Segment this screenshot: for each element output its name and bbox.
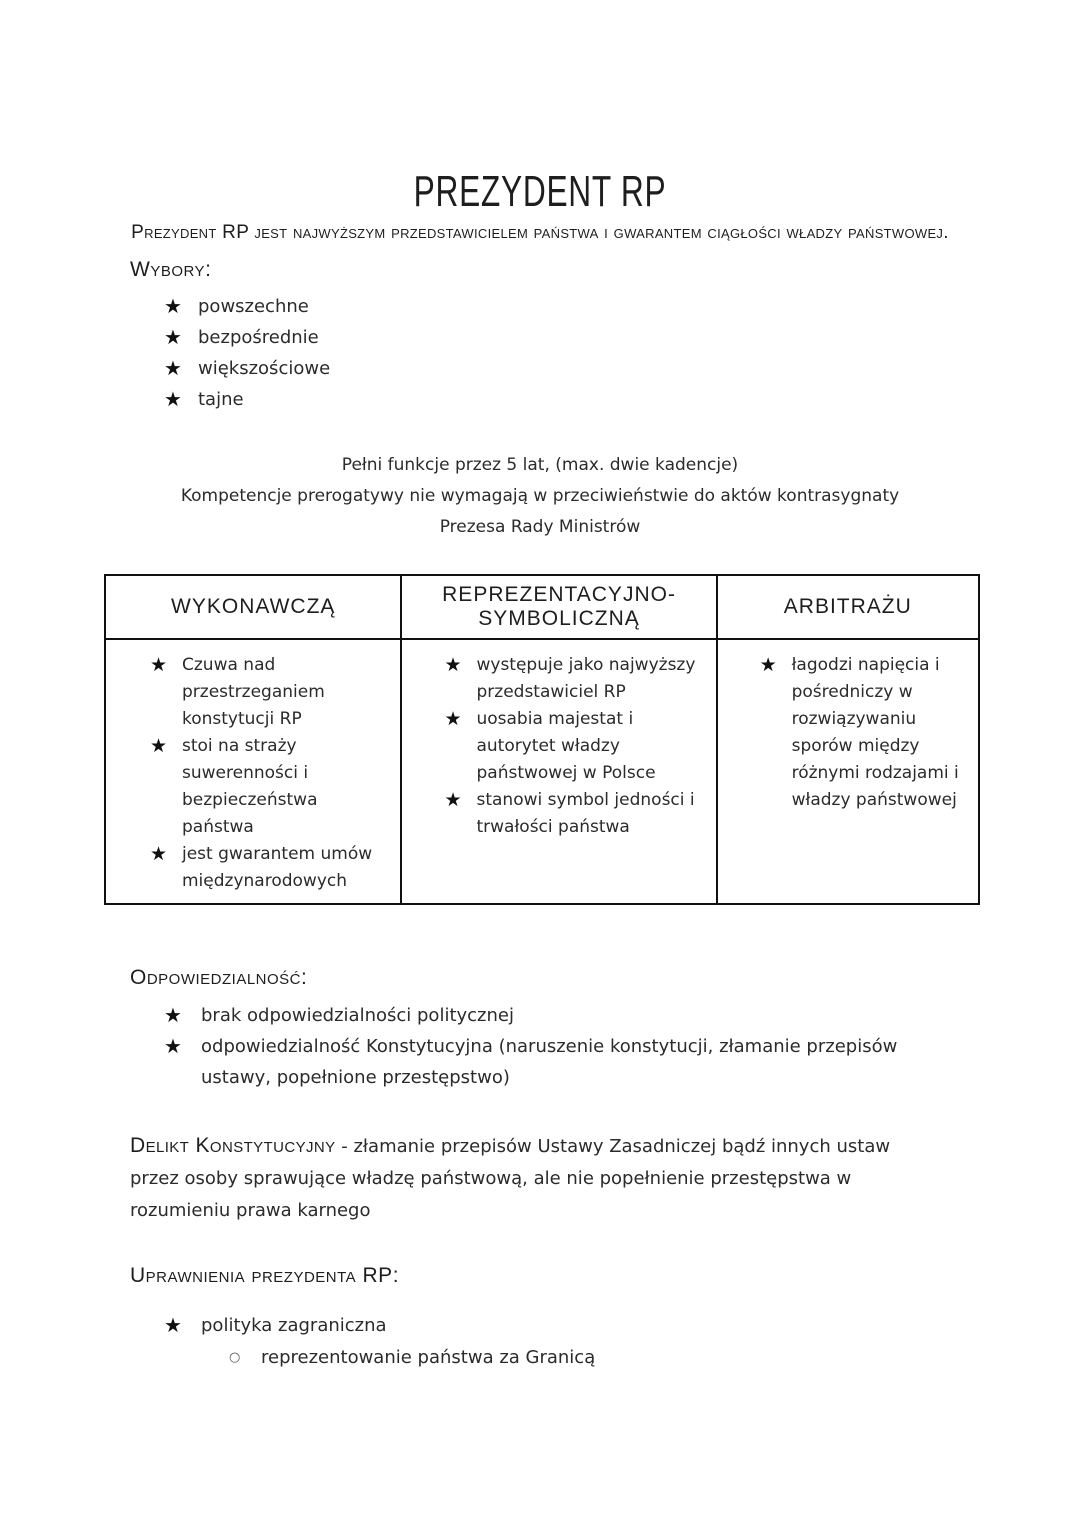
list-item: ★ polityka zagraniczna — [164, 1310, 387, 1341]
list-item: ★ odpowiedzialność Konstytucyjna (naruszenie konstytucji, złamanie przepisów ustawy, popełnione przestępstwo) — [164, 1031, 924, 1093]
star-icon: ★ — [444, 789, 462, 811]
list-item: ★ Czuwa nad przestrzeganiem konstytucji RP — [150, 654, 325, 729]
star-icon: ★ — [150, 654, 168, 676]
list-item: ★ powszechne — [164, 291, 330, 322]
page-title: PREZYDENT RP — [413, 167, 667, 217]
elections-heading: Wybory: — [130, 258, 212, 281]
list-item: ★ występuje jako najwyższy przedstawiciel RP — [444, 654, 696, 702]
intro-text: Prezydent RP jest najwyższym przedstawicielem państwa i gwarantem ciągłości władzy państwowej. — [131, 222, 949, 243]
list-item: ★ uosabia majestat i autorytet władzy państwowej w Polsce — [444, 708, 656, 783]
list-item: ★ stanowi symbol jedności i trwałości państwa — [444, 789, 695, 837]
column-header-arbitration: ARBITRAŻU — [717, 575, 979, 639]
table-cell — [717, 639, 979, 904]
table-row — [105, 639, 979, 904]
list-item: ★ stoi na straży suwerenności i bezpieczeństwa państwa — [150, 735, 318, 837]
arbitration-list — [760, 652, 970, 814]
responsibility-list — [164, 1000, 924, 1093]
representative-list — [444, 652, 707, 841]
responsibility-heading: Odpowiedzialność: — [130, 966, 308, 989]
powers-sublist — [229, 1343, 595, 1373]
list-item: ○ reprezentowanie państwa za Granicą — [229, 1343, 595, 1373]
star-icon: ★ — [444, 654, 462, 676]
term-info-line: Pełni funkcje przez 5 lat, (max. dwie kadencje) — [341, 455, 739, 475]
delict-separator: - — [335, 1136, 354, 1157]
term-info-line: Prezesa Rady Ministrów — [439, 517, 641, 537]
star-icon: ★ — [164, 387, 182, 411]
list-item: ★ większościowe — [164, 353, 330, 384]
elections-list — [164, 291, 330, 415]
delict-term: Delikt Konstytucyjny — [130, 1134, 336, 1157]
table-cell — [105, 639, 401, 904]
column-header-executive: WYKONAWCZĄ — [105, 575, 401, 639]
star-icon: ★ — [164, 356, 182, 380]
star-icon: ★ — [164, 1003, 182, 1027]
star-icon: ★ — [164, 294, 182, 318]
term-info-line: Kompetencje prerogatywy nie wymagają w przeciwieństwie do aktów kontrasygnaty — [180, 486, 900, 506]
star-icon: ★ — [150, 735, 168, 757]
star-icon: ★ — [164, 1313, 182, 1337]
delict-definition: złamanie przepisów Ustawy Zasadniczej bądź innych ustaw przez osoby sprawujące władzę państwową, ale nie popełnienie przestępstwa w rozumieniu prawa karnego — [130, 1136, 891, 1221]
column-header-representative: REPREZENTACYJNO-SYMBOLICZNĄ — [401, 575, 716, 639]
table-header-row — [105, 575, 979, 639]
star-icon: ★ — [150, 843, 168, 865]
circle-icon: ○ — [229, 1350, 241, 1365]
star-icon: ★ — [759, 654, 777, 676]
star-icon: ★ — [164, 1034, 182, 1058]
functions-table — [104, 574, 980, 905]
list-item: ★ jest gwarantem umów międzynarodowych — [150, 843, 373, 891]
table-cell — [401, 639, 716, 904]
powers-heading: Uprawnienia prezydenta RP: — [130, 1264, 400, 1287]
executive-list — [150, 652, 392, 895]
list-item: ★ łagodzi napięcia i pośredniczy w rozwiązywaniu sporów między różnymi rodzajami i władzy państwowej — [759, 654, 959, 810]
powers-list — [164, 1310, 387, 1341]
term-info — [90, 450, 990, 543]
list-item: ★ bezpośrednie — [164, 322, 330, 353]
list-item: ★ tajne — [164, 384, 330, 415]
star-icon: ★ — [164, 325, 182, 349]
list-item: ★ brak odpowiedzialności politycznej — [164, 1000, 924, 1031]
delict-paragraph — [130, 1130, 930, 1227]
star-icon: ★ — [444, 708, 462, 730]
